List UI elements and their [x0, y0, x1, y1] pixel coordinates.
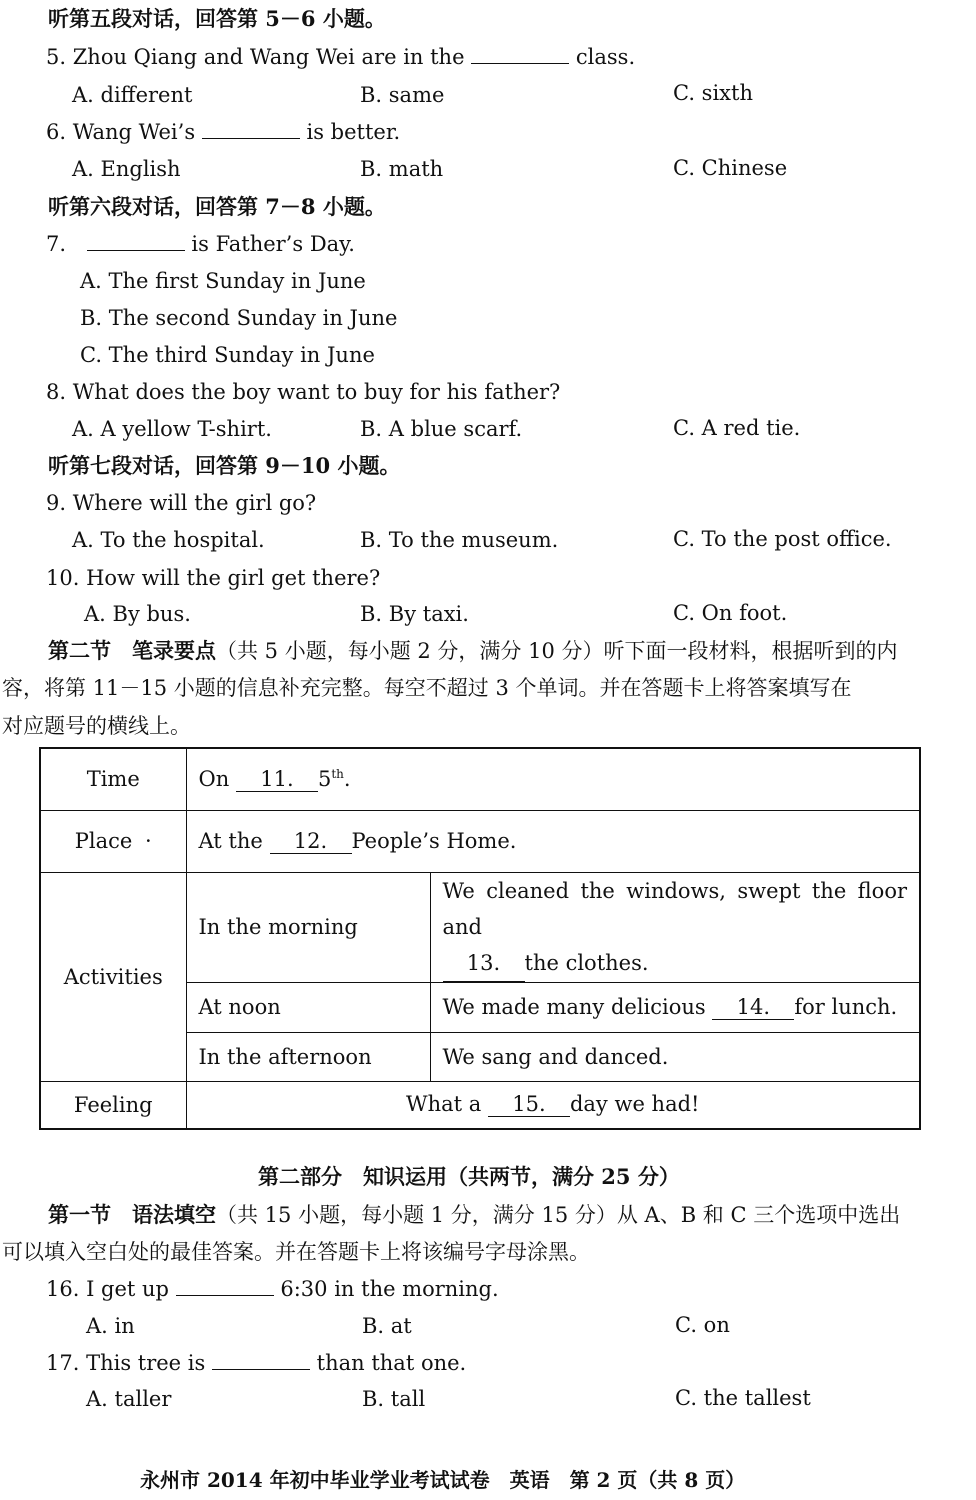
answer-blank: [87, 230, 185, 251]
place-label-cell: [40, 810, 186, 872]
question-stem-end: class.: [575, 45, 636, 69]
place-dot: ·: [145, 829, 152, 853]
activities-label: Activities: [40, 872, 186, 1081]
question-16: [46, 1274, 499, 1304]
option-a: A. taller: [86, 1387, 172, 1411]
question-stem: 5. Zhou Qiang and Wang Wei are in the: [46, 45, 465, 69]
option-c: C. On foot.: [673, 601, 788, 625]
question-stem-end: is Father’s Day.: [191, 232, 355, 256]
morning-text-line2: [443, 945, 908, 982]
option-b: B. By taxi.: [360, 602, 469, 626]
page-footer: 永州市 2014 年初中毕业学业考试试卷 英语 第 2 页（共 8 页）: [140, 1468, 746, 1492]
part-2-section-1-title: 第一节 语法填空: [48, 1202, 216, 1227]
place-cell: [186, 810, 920, 872]
time-end: .: [343, 766, 351, 791]
blank-11: 11.: [236, 767, 318, 792]
option-c: C. The third Sunday in June: [80, 343, 375, 367]
morning-suffix: the clothes.: [524, 950, 649, 975]
blank-12: 12.: [270, 829, 352, 854]
morning-label: In the morning: [186, 872, 430, 982]
answer-blank: [212, 1349, 310, 1370]
part-2-section-1-text: （共 15 小题，每小题 1 分，满分 15 分）从 A、B 和 C 三个选项中选出: [216, 1203, 901, 1227]
option-a: A. The first Sunday in June: [80, 269, 366, 293]
option-a: A. By bus.: [84, 602, 191, 626]
question-8-stem: 8. What does the boy want to buy for his father?: [46, 380, 561, 404]
section-heading-dialog5: 听第五段对话，回答第 5－6 小题。: [48, 6, 386, 31]
question-6: [46, 117, 400, 147]
option-a: A. different: [72, 83, 193, 107]
option-a: A. To the hospital.: [72, 528, 265, 552]
option-c: C. on: [675, 1313, 730, 1337]
option-c: C. the tallest: [675, 1386, 811, 1410]
question-stem-end: than that one.: [316, 1351, 467, 1375]
noon-suffix: for lunch.: [794, 994, 898, 1019]
noon-prefix: We made many delicious: [442, 994, 706, 1019]
option-b: B. math: [360, 157, 444, 181]
table-row-morning: [40, 872, 920, 982]
morning-cell: [430, 872, 920, 982]
question-stem: 16. I get up: [46, 1277, 169, 1301]
place-label: Place: [74, 829, 133, 853]
question-stem: 6. Wang Wei’s: [46, 120, 196, 144]
option-b: B. The second Sunday in June: [80, 306, 398, 330]
option-c: C. Chinese: [673, 156, 788, 180]
table-row-time: [40, 748, 920, 810]
question-stem: 7.: [46, 232, 67, 256]
section-2-instructions: [48, 636, 898, 666]
noon-label: At noon: [186, 982, 430, 1032]
option-b: B. A blue scarf.: [360, 417, 523, 441]
part-2-section-1-instructions: [48, 1200, 900, 1230]
time-prefix: On: [198, 766, 230, 791]
feeling-label: Feeling: [40, 1081, 186, 1129]
section-2-instructions-line2: 容，将第 11－15 小题的信息补充完整。每空不超过 3 个单词。并在答题卡上将答案填写在: [2, 676, 852, 700]
table-row-feeling: [40, 1081, 920, 1129]
time-label: Time: [40, 748, 186, 810]
table-row-place: [40, 810, 920, 872]
question-10-stem: 10. How will the girl get there?: [46, 566, 381, 590]
part-2-section-1-instructions-line2: 可以填入空白处的最佳答案。并在答题卡上将该编号字母涂黑。: [2, 1240, 590, 1264]
section-2-title: 第二节 笔录要点: [48, 638, 216, 663]
feeling-suffix: day we had!: [569, 1092, 700, 1117]
question-5: [46, 42, 635, 72]
question-17: [46, 1348, 466, 1378]
option-b: B. To the museum.: [360, 528, 559, 552]
section-heading-dialog7: 听第七段对话，回答第 9－10 小题。: [48, 453, 401, 478]
section-2-instructions-line3: 对应题号的横线上。: [2, 714, 191, 738]
answer-blank: [202, 118, 300, 139]
option-c: C. sixth: [673, 81, 753, 105]
option-a: A. English: [72, 157, 181, 181]
blank-15: 15.: [488, 1092, 570, 1117]
blank-14: 14.: [712, 995, 794, 1020]
question-7: [46, 229, 355, 259]
feeling-cell: [186, 1081, 920, 1129]
option-b: B. same: [360, 83, 445, 107]
part-2-title: 第二部分 知识运用（共两节，满分 25 分）: [258, 1164, 680, 1189]
option-c: C. A red tie.: [673, 416, 801, 440]
place-prefix: At the: [198, 828, 263, 853]
section-heading-dialog6: 听第六段对话，回答第 7－8 小题。: [48, 194, 386, 219]
question-stem-end: 6:30 in the morning.: [280, 1277, 499, 1301]
answer-blank: [471, 43, 569, 64]
noon-cell: [430, 982, 920, 1032]
time-suffix: th: [331, 766, 344, 781]
feeling-prefix: What a: [406, 1092, 482, 1117]
morning-text: We cleaned the windows, swept the floor and: [442, 878, 907, 939]
option-a: A. A yellow T-shirt.: [72, 417, 272, 441]
time-cell: [186, 748, 920, 810]
section-2-text: （共 5 小题，每小题 2 分，满分 10 分）听下面一段材料，根据听到的内: [216, 639, 898, 663]
afternoon-text: We sang and danced.: [430, 1032, 920, 1081]
option-a: A. in: [86, 1314, 135, 1338]
answer-blank: [176, 1275, 274, 1296]
option-c: C. To the post office.: [673, 527, 892, 551]
question-stem-end: is better.: [306, 120, 401, 144]
place-suffix: People’s Home.: [351, 828, 517, 853]
option-b: B. tall: [362, 1387, 426, 1411]
question-stem: 17. This tree is: [46, 1351, 206, 1375]
afternoon-label: In the afternoon: [186, 1032, 430, 1081]
time-day: 5: [317, 766, 332, 791]
question-9-stem: 9. Where will the girl go?: [46, 491, 317, 515]
blank-13: 13.: [443, 945, 525, 982]
option-b: B. at: [362, 1314, 412, 1338]
notes-table: [39, 747, 921, 1130]
